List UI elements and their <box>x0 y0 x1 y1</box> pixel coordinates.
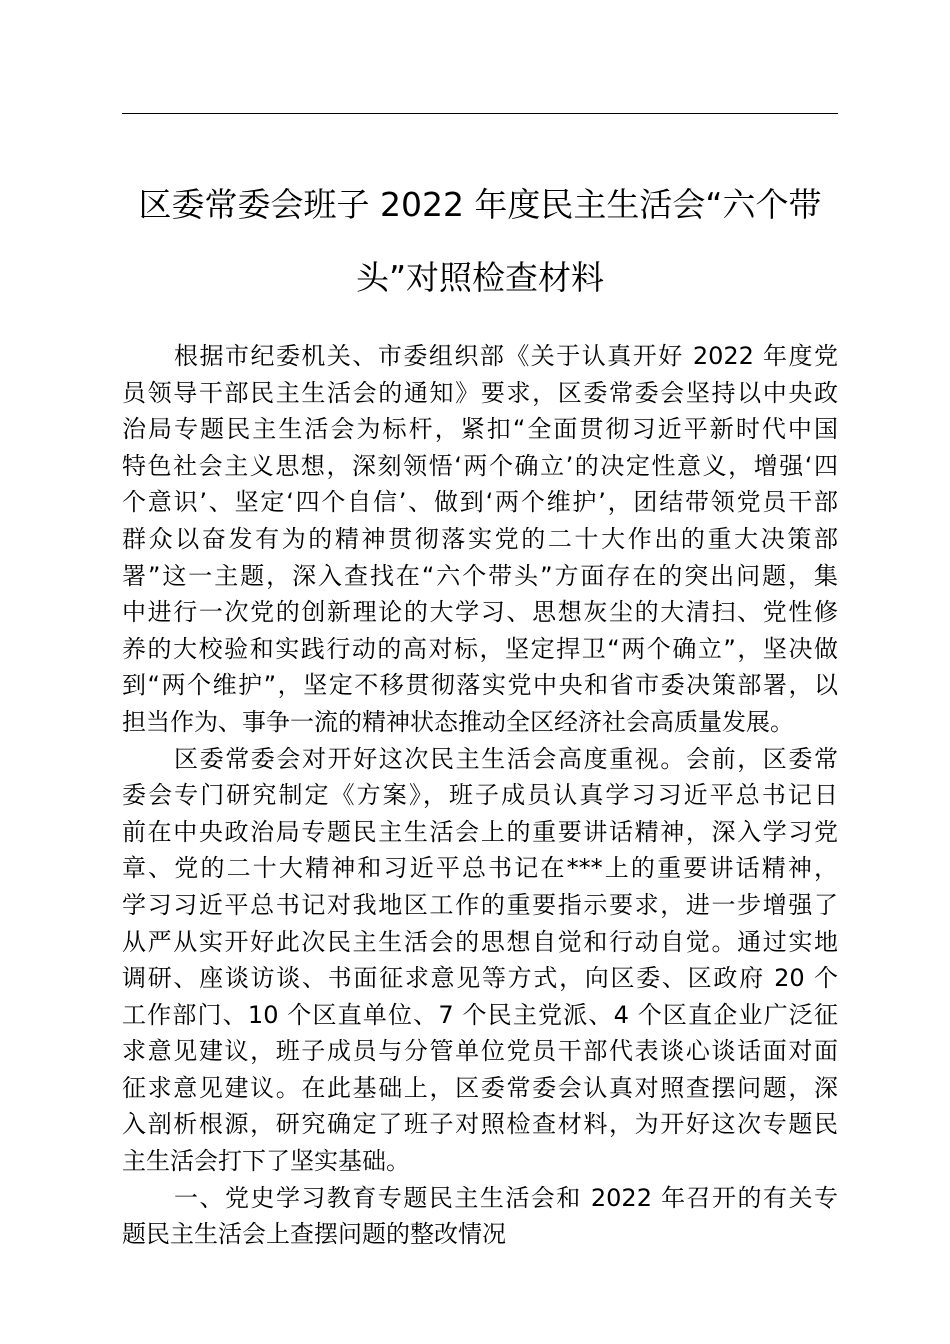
document-title <box>122 168 838 314</box>
text-line: 征求意见建议。在此基础上，区委常委会认真对照查摆问题，深 <box>122 1073 838 1102</box>
text-line: 个意识’、坚定‘四个自信’、做到‘两个维护’，团结带领党员干部 <box>122 488 838 517</box>
text-line: 群众以奋发有为的精神贯彻落实党的二十大作出的重大决策部 <box>122 524 838 553</box>
section-heading-1 <box>122 1180 838 1253</box>
paragraph-preparation <box>122 741 838 1180</box>
document-body <box>122 338 838 1253</box>
text-line: 一、党史学习教育专题民主生活会和 2022 年召开的有关专 <box>174 1183 838 1212</box>
text-line: 特色社会主义思想，深刻领悟‘两个确立’的决定性意义，增强‘四 <box>122 451 838 480</box>
text-line: 从严从实开好此次民主生活会的思想自觉和行动自觉。通过实地 <box>122 927 838 956</box>
text-line: 入剖析根源，研究确定了班子对照检查材料，为开好这次专题民 <box>122 1110 838 1139</box>
text-line: 中进行一次党的创新理论的大学习、思想灰尘的大清扫、党性修 <box>122 598 838 627</box>
title-line-2: 头”对照检查材料 <box>355 258 605 297</box>
text-line: 养的大校验和实践行动的高对标，坚定捍卫“两个确立”，坚决做 <box>122 634 838 663</box>
text-line: 担当作为、事争一流的精神状态推动全区经济社会高质量发展。 <box>122 707 794 736</box>
text-line: 章、党的二十大精神和习近平总书记在***上的重要讲话精神， <box>122 854 838 883</box>
title-line-1: 区委常委会班子 2022 年度民主生活会“六个带 <box>138 185 822 224</box>
text-line: 学习习近平总书记对我地区工作的重要指示要求，进一步增强了 <box>122 890 838 919</box>
header-rule <box>122 113 838 114</box>
paragraph-intro <box>122 338 838 741</box>
text-line: 主生活会打下了坚实基础。 <box>122 1147 410 1176</box>
text-line: 治局专题民主生活会为标杆，紧扣“全面贯彻习近平新时代中国 <box>122 415 838 444</box>
text-line: 根据市纪委机关、市委组织部《关于认真开好 2022 年度党 <box>174 342 838 370</box>
text-line: 求意见建议，班子成员与分管单位党员干部代表谈心谈话面对面 <box>122 1037 838 1066</box>
text-line: 调研、座谈访谈、书面征求意见等方式，向区委、区政府 20 个 <box>122 964 838 993</box>
text-line: 工作部门、10 个区直单位、7 个民主党派、4 个区直企业广泛征 <box>122 1000 838 1029</box>
text-line: 员领导干部民主生活会的通知》要求，区委常委会坚持以中央政 <box>122 378 838 407</box>
text-line: 题民主生活会上查摆问题的整改情况 <box>122 1220 506 1249</box>
text-line: 区委常委会对开好这次民主生活会高度重视。会前，区委常 <box>174 744 838 773</box>
text-line: 委会专门研究制定《方案》，班子成员认真学习习近平总书记日 <box>122 781 838 810</box>
text-line: 到“两个维护”，坚定不移贯彻落实党中央和省市委决策部署，以 <box>122 671 838 700</box>
text-line: 署”这一主题，深入查找在“六个带头”方面存在的突出问题，集 <box>122 561 838 590</box>
text-line: 前在中央政治局专题民主生活会上的重要讲话精神，深入学习党 <box>122 817 838 846</box>
